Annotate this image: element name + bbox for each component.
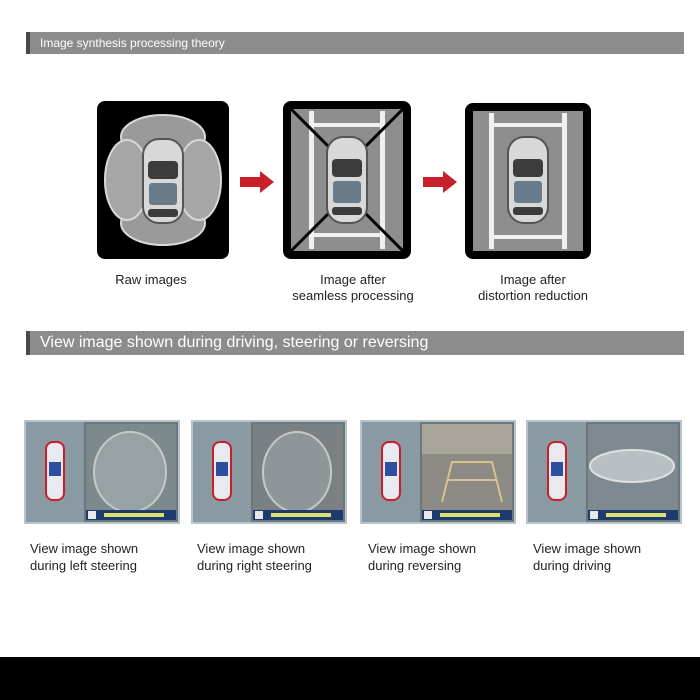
caption-line: View image shown (368, 541, 477, 556)
view-left-steering-image (24, 420, 180, 524)
caption-line: View image shown (533, 541, 642, 556)
right-arrow-icon (255, 511, 263, 519)
caption-line: during driving (533, 558, 612, 573)
caption-line: Image after (500, 272, 566, 287)
view-left-steering-caption (30, 540, 138, 574)
raw-images-caption (97, 272, 205, 288)
red-arrow-icon (423, 171, 457, 193)
caption-line: Raw images (115, 272, 187, 287)
view-reversing-caption (368, 540, 476, 574)
section-header-synthesis (26, 32, 684, 54)
caption-line: during reversing (368, 558, 462, 573)
view-driving-caption (533, 540, 641, 574)
caption-line: during left steering (30, 558, 137, 573)
section-title: Image synthesis processing theory (40, 36, 225, 50)
caption-line: Image after (320, 272, 386, 287)
view-right-steering-image (191, 420, 347, 524)
caption-line: distortion reduction (478, 288, 588, 303)
view-reversing-image (360, 420, 516, 524)
section-title: View image shown during driving, steering or reversing (40, 334, 429, 351)
raw-images-panel (97, 101, 229, 259)
distortion-reduction-panel (465, 103, 591, 259)
distortion-reduction-caption (458, 272, 608, 304)
view-right-steering-caption (197, 540, 312, 574)
bottom-black-strip (0, 657, 700, 700)
reverse-icon (424, 511, 432, 519)
caption-line: View image shown (30, 541, 139, 556)
caption-line: during right steering (197, 558, 312, 573)
forward-icon (590, 511, 598, 519)
caption-line: View image shown (197, 541, 306, 556)
seamless-processing-panel (283, 101, 411, 259)
view-driving-image (526, 420, 682, 524)
left-arrow-icon (88, 511, 96, 519)
caption-line: seamless processing (292, 288, 414, 303)
section-header-views (26, 331, 684, 355)
red-arrow-icon (240, 171, 274, 193)
seamless-processing-caption (275, 272, 431, 304)
